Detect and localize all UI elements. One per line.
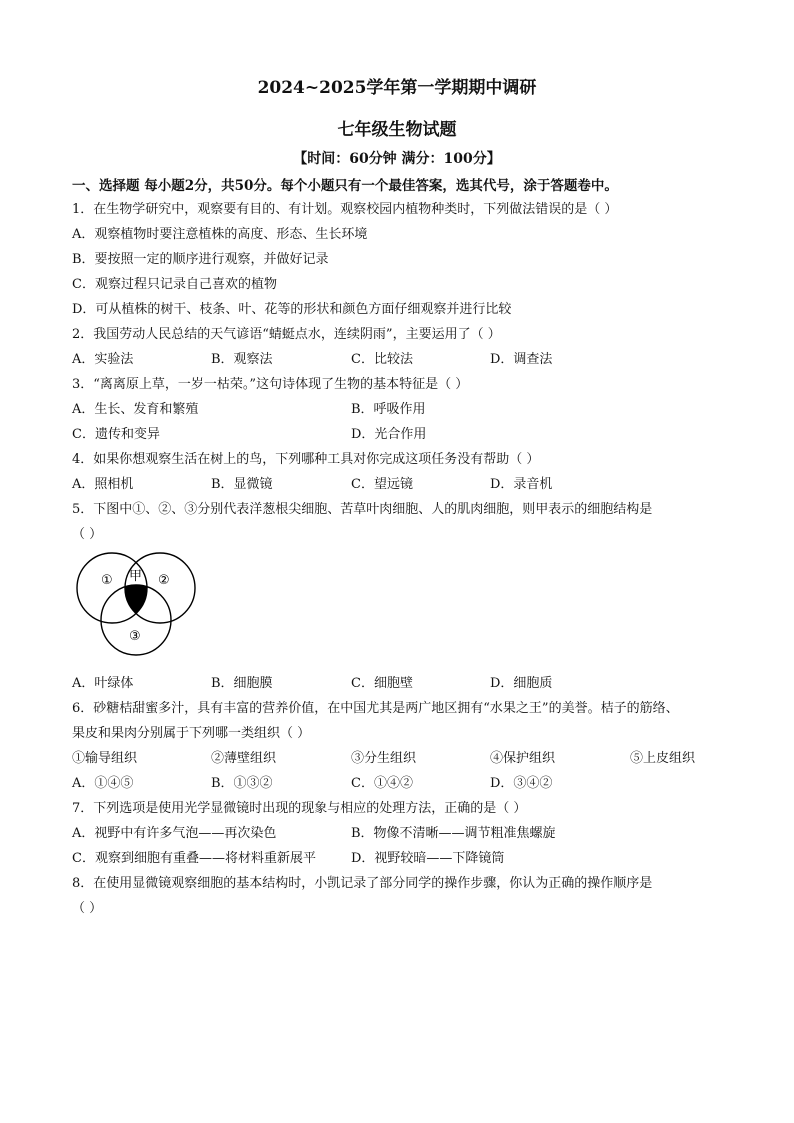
q3-option-d: D．光合作用: [351, 427, 427, 442]
q5-option-c: C．细胞壁: [351, 676, 413, 691]
q3-option-b: B．呼吸作用: [351, 402, 426, 417]
q1-option-b: B．要按照一定的顺序进行观察，并做好记录: [72, 252, 329, 267]
q6-stem-line1: 6．砂糖桔甜蜜多汁，具有丰富的营养价值，在中国尤其是两广地区拥有“水果之王”的美誉。桔子的筋络、: [72, 701, 679, 716]
q4-option-a: A．照相机: [72, 477, 134, 492]
venn-diagram: [72, 546, 202, 658]
q7-stem: 7．下列选项是使用光学显微镜时出现的现象与相应的处理方法，正确的是（ ）: [72, 801, 527, 816]
q4-option-d: D．录音机: [490, 477, 553, 492]
q5-stem: 5．下图中①、②、③分别代表洋葱根尖细胞、苦草叶肉细胞、人的肌肉细胞，则甲表示的细胞结构是: [72, 502, 653, 517]
q6-option-b: B．①③②: [211, 776, 273, 791]
q6-option-d: D．③④②: [490, 776, 553, 791]
q8-paren: （ ）: [72, 901, 103, 916]
venn-label-2: ②: [158, 573, 170, 588]
q4-option-b: B．显微镜: [211, 477, 273, 492]
q7-option-b: B．物像不清晰——调节粗准焦螺旋: [351, 826, 556, 841]
q2-stem: 2．我国劳动人民总结的天气谚语“蜻蜓点水，连续阴雨”，主要运用了（ ）: [72, 327, 501, 342]
exam-title: 2024~2025学年第一学期期中调研: [257, 78, 537, 98]
q5-option-b: B．细胞膜: [211, 676, 273, 691]
q1-option-c: C．观察过程只记录自己喜欢的植物: [72, 277, 277, 292]
exam-subtitle: 七年级生物试题: [337, 120, 457, 140]
venn-label-1: ①: [101, 573, 113, 588]
venn-label-center: 甲: [129, 569, 143, 584]
q2-option-d: D．调查法: [490, 352, 553, 367]
venn-label-3: ③: [129, 629, 141, 644]
q6-tissue-2: ②薄壁组织: [211, 751, 277, 766]
q5-option-a: A．叶绿体: [72, 676, 134, 691]
q1-option-a: A．观察植物时要注意植株的高度、形态、生长环境: [72, 227, 368, 242]
q2-option-a: A．实验法: [72, 352, 134, 367]
q3-stem: 3．“离离原上草，一岁一枯荣。”这句诗体现了生物的基本特征是（ ）: [72, 377, 469, 392]
q7-option-d: D．视野较暗——下降镜筒: [351, 851, 505, 866]
exam-time-info: 【时间：60分钟 满分：100分】: [293, 151, 501, 167]
q8-stem: 8．在使用显微镜观察细胞的基本结构时，小凯记录了部分同学的操作步骤，你认为正确的操作顺序是: [72, 876, 653, 891]
q6-stem-line2: 果皮和果肉分别属于下列哪一类组织（ ）: [72, 726, 311, 741]
q2-option-b: B．观察法: [211, 352, 273, 367]
q4-option-c: C．望远镜: [351, 477, 413, 492]
q6-tissue-5: ⑤上皮组织: [630, 751, 696, 766]
q5-paren: （ ）: [72, 527, 103, 542]
q2-option-c: C．比较法: [351, 352, 413, 367]
q1-stem: 1．在生物学研究中，观察要有目的、有计划。观察校园内植物种类时，下列做法错误的是（ ）: [72, 202, 618, 217]
section-heading: 一、选择题 每小题2分，共50分。每个小题只有一个最佳答案，选其代号，涂于答题卷中。: [72, 178, 618, 194]
q7-option-c: C．观察到细胞有重叠——将材料重新展平: [72, 851, 316, 866]
q6-tissue-3: ③分生组织: [351, 751, 417, 766]
q5-option-d: D．细胞质: [490, 676, 553, 691]
q6-option-a: A．①④⑤: [72, 776, 134, 791]
q6-tissue-4: ④保护组织: [490, 751, 556, 766]
q1-option-d: D．可从植株的树干、枝条、叶、花等的形状和颜色方面仔细观察并进行比较: [72, 302, 512, 317]
q4-stem: 4．如果你想观察生活在树上的鸟，下列哪种工具对你完成这项任务没有帮助（ ）: [72, 452, 540, 467]
q7-option-a: A．视野中有许多气泡——再次染色: [72, 826, 277, 841]
q3-option-c: C．遗传和变异: [72, 427, 160, 442]
q6-option-c: C．①④②: [351, 776, 413, 791]
q6-tissue-1: ①输导组织: [72, 751, 138, 766]
q3-option-a: A．生长、发育和繁殖: [72, 402, 199, 417]
